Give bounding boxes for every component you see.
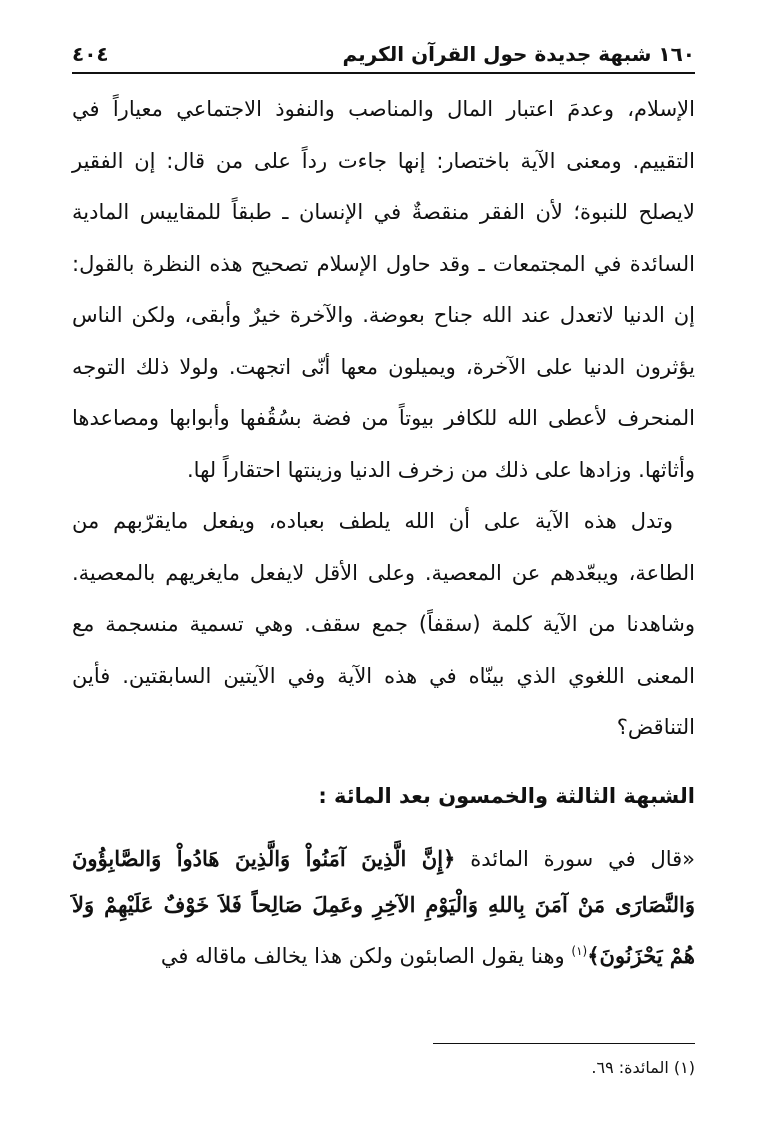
running-title: ١٦٠ شبهة جديدة حول القرآن الكريم bbox=[342, 42, 695, 66]
quote-block bbox=[72, 836, 695, 979]
page-number: ٤٠٤ bbox=[72, 42, 109, 66]
body-text bbox=[72, 84, 695, 754]
footnote-divider bbox=[433, 1043, 695, 1044]
quote-continuation: وهنا يقول الصابئون ولكن هذا يخالف ماقاله في bbox=[160, 944, 565, 968]
page-header bbox=[72, 30, 695, 74]
paragraph: الإسلام، وعدمَ اعتبار المال والمناصب والنفوذ الاجتماعي معياراً في التقييم. ومعنى الآية باختصار: إنها جاءت رداً على من قال: إن الفقير لايصلح للنبوة؛ لأن الفقر منقصةٌ في الإنسان ـ طبقاً للمقاييس المادية السائدة في المجتمعات ـ وقد حاول الإسلام تصحيح هذه النظرة بالقول: إن الدنيا لاتعدل عند الله جناح بعوضة. والآخرة خيرٌ وأبقى، ولكن الناس يؤثرون الدنيا على الآخرة، ويميلون معها أنّى اتجهت. ولولا ذلك التوجه المنحرف لأعطى الله للكافر بيوتاً من فضة بسُقُفها وأبوابها ومصاعدها وأثاثها. وزادها على ذلك من زخرف الدنيا وزينتها احتقاراً لها. bbox=[72, 97, 695, 482]
quote-intro: «قال في سورة المائدة bbox=[470, 847, 696, 871]
section-heading: الشبهة الثالثة والخمسون بعد المائة : bbox=[318, 784, 695, 808]
paragraph: وتدل هذه الآية على أن الله يلطف بعباده، ويفعل مايقرّبهم من الطاعة، ويبعّدهم عن المعصية. وعلى الأقل لايفعل مايغريهم بالمعصية. وشاهدنا من الآية كلمة (سقفاً) جمع سقف. وهي تسمية منسجمة مع المعنى اللغوي الذي بينّاه في هذه الآية وفي الآيتين السابقتين. فأين التناقض؟ bbox=[72, 509, 695, 739]
footnote: (١) المائدة: ٦٩. bbox=[591, 1058, 695, 1077]
quran-verse: ﴿إِنَّ الَّذِينَ آمَنُواْ وَالَّذِينَ هَادُواْ وَالصَّابِؤُونَ وَالنَّصَارَى مَنْ آمَنَ بِاللهِ وَالْيَوْمِ الآخِرِ وعَمِلَ صَالِحاً فَلاَ خَوْفٌ عَلَيْهِمْ وَلاَ هُمْ يَحْزَنُونَ﴾ bbox=[72, 846, 695, 968]
footnote-marker: (١) bbox=[571, 944, 588, 958]
